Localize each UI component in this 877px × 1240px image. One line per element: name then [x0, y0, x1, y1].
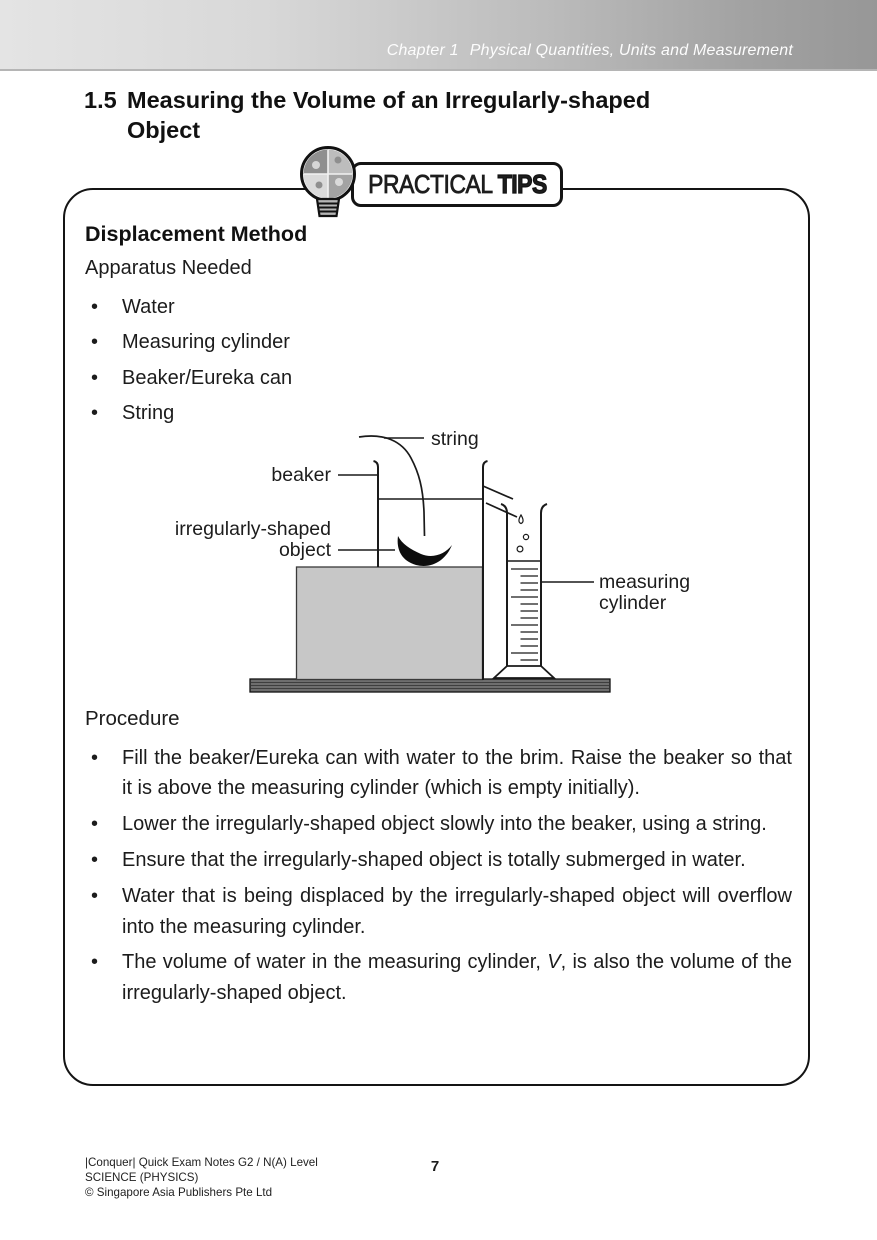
procedure-step-text: The volume of water in the measuring cylinder, [122, 951, 548, 974]
practical-tips-label [368, 169, 547, 200]
list-item [85, 326, 685, 361]
bullet-icon: • [91, 296, 99, 318]
apparatus-list [85, 291, 685, 433]
list-item [85, 362, 685, 397]
procedure-step [85, 809, 792, 839]
procedure-step [85, 743, 792, 804]
footer-line3: © Singapore Asia Publishers Pte Ltd [85, 1186, 273, 1200]
apparatus-item-text: Water [122, 296, 175, 318]
section-title [127, 86, 650, 145]
apparatus-item-text: Measuring cylinder [122, 331, 290, 354]
apparatus-item-text: Beaker/Eureka can [122, 366, 293, 389]
bullet-icon: • [91, 849, 99, 872]
bullet-icon: • [91, 951, 99, 974]
method-title: Displacement Method [85, 222, 308, 246]
diagram-label-beaker: beaker [271, 464, 331, 486]
diagram-label-cylinder-line2: cylinder [599, 592, 667, 614]
footer-line1: |Conquer| Quick Exam Notes G2 / N(A) Level [85, 1156, 318, 1169]
diagram-label-cylinder-line1: measuring [599, 571, 691, 593]
procedure-heading: Procedure [85, 707, 180, 730]
section-heading [84, 86, 784, 145]
bullet-icon: • [91, 813, 99, 836]
procedure-step [85, 947, 792, 1008]
irregular-object-shape [398, 536, 452, 566]
bullet-icon: • [91, 885, 99, 908]
procedure-step-text: Lower the irregularly-shaped object slowly into the beaker, using a string. [122, 813, 767, 836]
section-title-line1: Measuring the Volume of an Irregularly-shaped [127, 87, 651, 113]
string-curve [359, 436, 425, 536]
badge-text-tips: TIPS [497, 169, 547, 199]
badge-text-practical: PRACTICAL [367, 169, 498, 199]
procedure-step [85, 881, 792, 942]
list-item [85, 291, 685, 326]
diagram-label-string: string [431, 428, 479, 450]
procedure-step-text: Fill the beaker/Eureka can with water to the brim. Raise the beaker so that it is above the measuring cylinder (which is empty initially). [122, 747, 792, 800]
volume-variable: V [547, 951, 561, 974]
apparatus-heading: Apparatus Needed [85, 257, 252, 279]
chapter-number: Chapter 1 [386, 42, 459, 59]
procedure-step [85, 845, 792, 875]
chapter-title: Physical Quantities, Units and Measurement [469, 42, 793, 59]
apparatus-item-text: String [122, 402, 175, 425]
water-fill [297, 567, 483, 680]
diagram-label-object-line1: irregularly-shaped [174, 518, 331, 540]
chapter-header-banner [0, 0, 877, 71]
footer-imprint [85, 1155, 318, 1201]
bullet-icon: • [91, 747, 99, 769]
displacement-diagram [170, 425, 815, 705]
chapter-header-text [387, 42, 793, 60]
page-number: 7 [430, 1158, 440, 1175]
procedure-list [85, 743, 792, 1014]
bullet-icon: • [91, 366, 99, 389]
label-leader-lines [338, 438, 594, 582]
bullet-icon: • [91, 402, 99, 425]
practical-tips-badge [351, 162, 563, 207]
bullet-icon: • [91, 331, 99, 354]
procedure-step-text: , is also the volume of the irregularly-shaped object. [122, 951, 792, 1004]
section-number: 1.5 [84, 87, 117, 113]
footer-line2: SCIENCE (PHYSICS) [85, 1171, 199, 1185]
measuring-cylinder-shape [494, 504, 554, 678]
table-base [250, 679, 610, 692]
procedure-step-text: Ensure that the irregularly-shaped object is totally submerged in water. [122, 849, 746, 872]
procedure-step-text: Water that is being displaced by the irregularly-shaped object will overflow into the measuring cylinder. [122, 885, 792, 938]
diagram-label-object-line2: object [278, 539, 331, 561]
lightbulb-puzzle-icon [295, 144, 361, 220]
section-title-line2: Object [127, 116, 201, 143]
